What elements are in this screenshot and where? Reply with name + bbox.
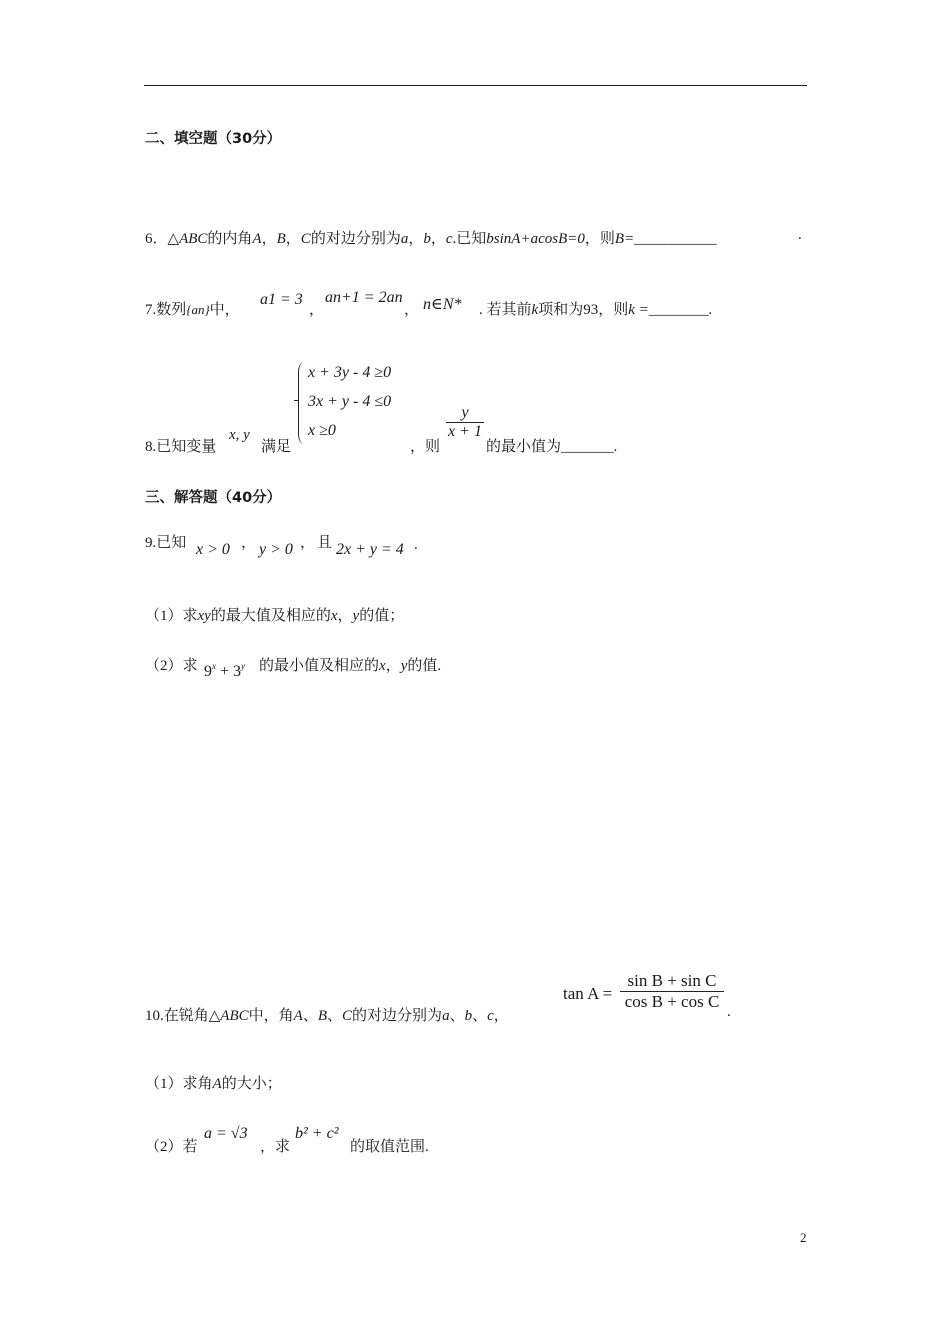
question-8: 8.已知变量	[145, 439, 217, 455]
q10-part-2-label: （2）若	[145, 1139, 198, 1155]
question-7: 7.数列{an}中，	[145, 302, 240, 318]
q8-satisfy: 满足	[261, 439, 292, 455]
q9-part-2-expression: $9^x + 3^y$	[204, 661, 246, 680]
header-rule	[144, 85, 807, 86]
q9-part-2-tail: 的最小值及相应的x，y的值.	[259, 658, 442, 674]
question-9: 9.已知	[145, 535, 187, 551]
q9-condition-x: x > 0	[196, 541, 230, 558]
q7-recurrence: an+1 = 2an	[325, 289, 403, 306]
q8-constraint-3: x ≥0	[308, 422, 336, 439]
q10-tan-lhs: tan A =	[563, 984, 613, 1003]
constraint-brace	[298, 362, 307, 444]
q6-period: .	[798, 227, 802, 243]
answer-blank-7: k =________.	[628, 302, 713, 318]
q9-part-2-label: （2）求	[145, 658, 198, 674]
q8-then: ，则	[410, 439, 441, 455]
q7-domain: n∈N*	[423, 296, 462, 313]
q8-constraint-1: x + 3y - 4 ≥0	[308, 364, 392, 381]
q9-condition-y: y > 0	[259, 541, 293, 558]
question-6: 6．△ABC的内角A，B，C的对边分别为a，b，c.已知bsinA+acosB=0，则B=___________	[145, 231, 717, 247]
q10-part-2-condition: a = √3	[204, 1125, 248, 1142]
section-title-fill-in: 二、填空题（30分）	[145, 131, 282, 147]
q8-constraint-2: 3x + y - 4 ≤0	[308, 393, 392, 410]
page-number: 2	[800, 1230, 807, 1245]
q9-part-1: （1）求xy的最大值及相应的x，y的值；	[145, 608, 405, 624]
q10-tan-fraction: sin B + sin C cos B + cos C	[620, 971, 724, 1012]
q8-variables: x, y	[229, 427, 250, 443]
q7-initial-term: a1 = 3	[260, 291, 303, 308]
q9-condition-sum: 2x + y = 4	[336, 541, 404, 558]
answer-blank-6: B=___________	[614, 231, 717, 247]
question-10: 10.在锐角△ABC中，角A、B、C的对边分别为a、b、c，	[145, 1008, 509, 1024]
q7-tail: . 若其前k项和为93，则k =________.	[479, 302, 713, 318]
q8-objective-fraction: y x + 1	[446, 404, 484, 441]
q10-part-2-expression: b² + c²	[295, 1125, 339, 1142]
q8-tail: 的最小值为_______.	[486, 439, 618, 455]
section-title-solve: 三、解答题（40分）	[145, 490, 282, 506]
q10-part-1: （1）求角A的大小；	[145, 1076, 282, 1092]
